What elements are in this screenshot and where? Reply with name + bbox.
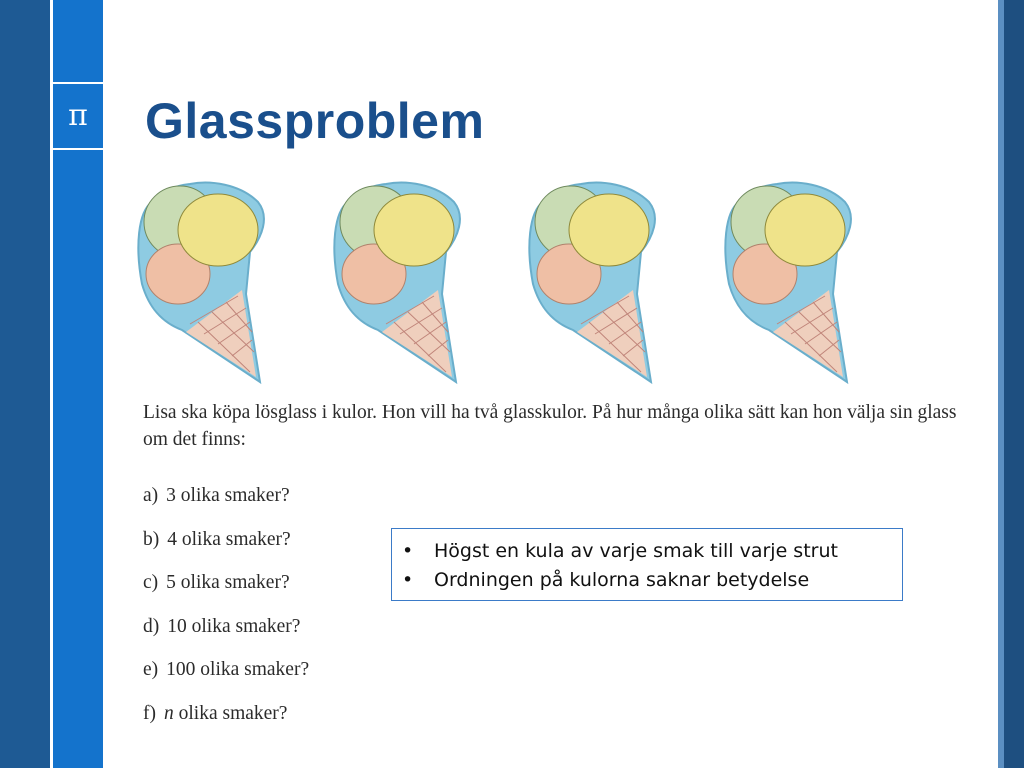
subquestion-text: 3 olika smaker?	[166, 485, 290, 506]
subquestion-text: olika smaker?	[178, 703, 288, 724]
subquestion-text: 10 olika smaker?	[167, 616, 301, 637]
subquestion-b	[143, 529, 291, 551]
list-item	[402, 537, 892, 566]
list-item	[402, 566, 892, 595]
subquestion-d	[143, 616, 300, 638]
ice-cream-cone-icon	[717, 172, 867, 387]
subquestion-label: d)	[143, 616, 160, 637]
subquestion-label: e)	[143, 659, 159, 680]
subquestion-f	[143, 703, 287, 725]
conditions-box	[391, 528, 903, 601]
bullet: •	[402, 540, 414, 562]
right-dark-band	[1004, 0, 1024, 768]
svg-text:π: π	[68, 100, 88, 132]
subquestion-label: f)	[143, 703, 156, 724]
ice-cream-cone-icon	[326, 172, 476, 387]
condition-text: Högst en kula av varje smak till varje strut	[434, 540, 838, 562]
page-title: Glassproblem	[145, 93, 485, 149]
bullet: •	[402, 569, 414, 591]
subquestion-a	[143, 485, 290, 507]
subquestion-variable: n	[164, 703, 174, 724]
condition-text: Ordningen på kulorna saknar betydelse	[434, 569, 810, 591]
pi-icon	[63, 100, 93, 132]
subquestion-label: b)	[143, 529, 160, 550]
conditions-list	[402, 537, 892, 595]
ice-cream-illustration	[130, 172, 980, 390]
ice-cream-cone-icon	[130, 172, 280, 387]
problem-statement: Lisa ska köpa lösglass i kulor. Hon vill ha två glasskulor. På hur många olika sätt kan hon välja sin glass om det finns:	[143, 402, 957, 450]
left-dark-band	[0, 0, 50, 768]
subquestion-text: 5 olika smaker?	[166, 572, 290, 593]
subquestion-text: 4 olika smaker?	[167, 529, 291, 550]
subquestion-label: c)	[143, 572, 159, 593]
pi-logo	[53, 82, 103, 150]
ice-cream-cone-icon	[521, 172, 671, 387]
subquestion-c	[143, 572, 290, 594]
subquestion-text: 100 olika smaker?	[166, 659, 310, 680]
subquestion-label: a)	[143, 485, 159, 506]
subquestion-e	[143, 659, 309, 681]
